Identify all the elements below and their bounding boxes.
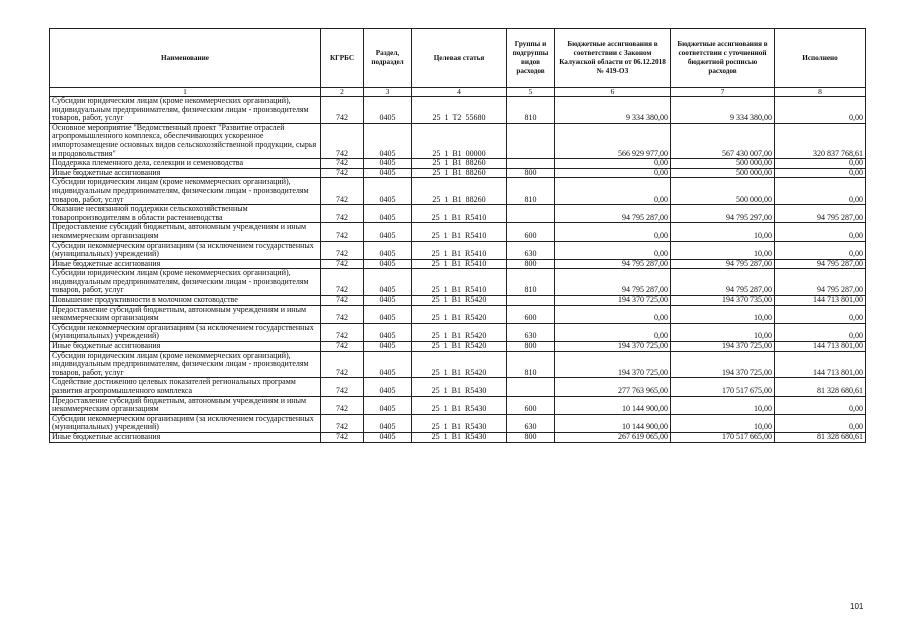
row-section: 0405: [364, 351, 412, 378]
row-executed-amount: 81 328 680,61: [775, 432, 866, 442]
table-row: [50, 159, 866, 169]
target-code-part: 25: [431, 249, 440, 259]
row-law-amount: 194 370 725,00: [555, 296, 671, 306]
page-number: 101: [850, 602, 864, 611]
target-code-part: 1: [443, 431, 448, 441]
row-law-amount: 0,00: [555, 178, 671, 205]
row-law-amount: 10 144 900,00: [555, 414, 671, 432]
target-code-part: В1: [451, 313, 461, 323]
row-target: [412, 259, 507, 269]
target-code-part: 1: [443, 331, 448, 341]
row-law-amount: 0,00: [555, 323, 671, 341]
row-section: 0405: [364, 323, 412, 341]
row-refined-amount: 10,00: [671, 223, 775, 241]
header-name: Наименование: [50, 29, 321, 88]
row-refined-amount: 9 334 380,00: [671, 97, 775, 124]
row-section: 0405: [364, 378, 412, 396]
row-name: Субсидии некоммерческим организациям (за исключением государственных (муниципальных) учреждений): [50, 414, 321, 432]
table-row: [50, 205, 866, 223]
row-executed-amount: 144 713 801,00: [775, 296, 866, 306]
row-kgrbs: 742: [321, 205, 364, 223]
row-section: 0405: [364, 342, 412, 352]
row-kgrbs: 742: [321, 296, 364, 306]
row-law-amount: 0,00: [555, 159, 671, 169]
row-group: [507, 378, 555, 396]
target-code-part: 1: [443, 258, 448, 268]
row-group: [507, 159, 555, 169]
table-body: [50, 97, 866, 443]
row-group: 630: [507, 414, 555, 432]
header-executed: Исполнено: [775, 29, 866, 88]
target-code-part: 1: [443, 295, 448, 305]
row-law-amount: 0,00: [555, 223, 671, 241]
target-code-part: 88260: [465, 167, 486, 177]
row-executed-amount: 0,00: [775, 159, 866, 169]
row-name: Иные бюджетные ассигнования: [50, 342, 321, 352]
row-executed-amount: 94 795 287,00: [775, 269, 866, 296]
header-section: Раздел, подраздел: [364, 29, 412, 88]
row-name: Основное мероприятие "Ведомственный проект "Развитие отраслей агропромышленного комплекса, обеспечивающих ускоренное импортозамещение основных видов сельскохозяйственной продукции, сырья и продовольствия": [50, 123, 321, 158]
target-code-part: 25: [432, 158, 441, 168]
row-name: Иные бюджетные ассигнования: [50, 259, 321, 269]
row-target: [412, 296, 507, 306]
target-code-part: В1: [451, 212, 461, 222]
budget-table: [49, 28, 866, 443]
header-row: [50, 29, 866, 88]
row-refined-amount: 500 000,00: [671, 168, 775, 178]
row-refined-amount: 10,00: [671, 323, 775, 341]
column-number: 1: [50, 88, 321, 97]
row-kgrbs: 742: [321, 305, 364, 323]
row-name: Субсидии юридическим лицам (кроме некоммерческих организаций), индивидуальным предпринимателям, физическим лицам - производителям товаров, работ, услуг: [50, 97, 321, 124]
row-law-amount: 267 619 065,00: [555, 432, 671, 442]
row-refined-amount: 94 795 287,00: [671, 259, 775, 269]
row-name: Поддержка племенного дела, селекции и семеноводства: [50, 159, 321, 169]
target-code-part: 1: [443, 422, 448, 432]
row-executed-amount: 0,00: [775, 168, 866, 178]
row-refined-amount: 500 000,00: [671, 178, 775, 205]
table-row: [50, 323, 866, 341]
row-name: Иные бюджетные ассигнования: [50, 168, 321, 178]
table-row: [50, 305, 866, 323]
row-kgrbs: 742: [321, 223, 364, 241]
row-section: 0405: [364, 414, 412, 432]
row-executed-amount: 94 795 287,00: [775, 259, 866, 269]
row-group: 810: [507, 269, 555, 296]
row-law-amount: 0,00: [555, 168, 671, 178]
row-name: Предоставление субсидий бюджетным, автономным учреждениям и иным некоммерческим организациям: [50, 305, 321, 323]
target-code-part: 25: [432, 148, 441, 158]
row-target: [412, 123, 507, 158]
row-group: 800: [507, 168, 555, 178]
row-executed-amount: 0,00: [775, 241, 866, 259]
target-code-part: 25: [431, 341, 440, 351]
row-section: 0405: [364, 432, 412, 442]
target-code-part: R5420: [465, 295, 487, 305]
row-refined-amount: 10,00: [671, 305, 775, 323]
row-group: 800: [507, 259, 555, 269]
row-group: 810: [507, 351, 555, 378]
row-section: 0405: [364, 241, 412, 259]
header-target: Целевая статья: [412, 29, 507, 88]
target-code-part: R5430: [465, 404, 487, 414]
row-executed-amount: 0,00: [775, 305, 866, 323]
column-number: 8: [775, 88, 866, 97]
row-target: [412, 414, 507, 432]
target-code-part: 1: [443, 230, 448, 240]
row-section: 0405: [364, 223, 412, 241]
target-code-part: 25: [431, 422, 440, 432]
row-name: Субсидии некоммерческим организациям (за исключением государственных (муниципальных) учреждений): [50, 323, 321, 341]
row-target: [412, 342, 507, 352]
target-code-part: В1: [451, 341, 461, 351]
target-code-part: 25: [431, 431, 440, 441]
target-code-part: 1: [443, 212, 448, 222]
header-law: Бюджетные ассигнования в соответствии с Законом Калужской области от 06.12.2018 № 419-ОЗ: [555, 29, 671, 88]
row-kgrbs: 742: [321, 123, 364, 158]
row-kgrbs: 742: [321, 342, 364, 352]
row-kgrbs: 742: [321, 351, 364, 378]
row-refined-amount: 170 517 665,00: [671, 432, 775, 442]
row-section: 0405: [364, 178, 412, 205]
row-kgrbs: 742: [321, 178, 364, 205]
row-group: [507, 296, 555, 306]
row-group: 600: [507, 223, 555, 241]
row-group: [507, 205, 555, 223]
table-row: [50, 97, 866, 124]
row-refined-amount: 194 370 725,00: [671, 342, 775, 352]
row-group: 630: [507, 323, 555, 341]
table-row: [50, 123, 866, 158]
row-refined-amount: 194 370 725,00: [671, 351, 775, 378]
target-code-part: R5430: [465, 386, 487, 395]
target-code-part: 25: [431, 285, 440, 295]
row-executed-amount: 94 795 287,00: [775, 205, 866, 223]
row-section: 0405: [364, 296, 412, 306]
row-name: Субсидии юридическим лицам (кроме некоммерческих организаций), индивидуальным предпринимателям, физическим лицам - производителям товаров, работ, услуг: [50, 178, 321, 205]
row-section: 0405: [364, 396, 412, 414]
row-group: 630: [507, 241, 555, 259]
target-code-part: R5430: [465, 422, 487, 432]
table-row: [50, 269, 866, 296]
column-number: 7: [671, 88, 775, 97]
column-number: 5: [507, 88, 555, 97]
row-section: 0405: [364, 168, 412, 178]
target-code-part: 1: [444, 158, 449, 168]
row-group: 810: [507, 97, 555, 124]
row-executed-amount: 0,00: [775, 178, 866, 205]
target-code-part: R5420: [465, 331, 487, 341]
row-executed-amount: 320 837 768,61: [775, 123, 866, 158]
row-target: [412, 97, 507, 124]
row-group: 600: [507, 396, 555, 414]
row-kgrbs: 742: [321, 259, 364, 269]
column-number: 4: [412, 88, 507, 97]
target-code-part: 25: [431, 212, 440, 222]
row-law-amount: 194 370 725,00: [555, 342, 671, 352]
row-group: [507, 123, 555, 158]
table-row: [50, 178, 866, 205]
target-code-part: В1: [452, 194, 462, 204]
row-refined-amount: 170 517 675,00: [671, 378, 775, 396]
target-code-part: 25: [431, 331, 440, 341]
row-law-amount: 9 334 380,00: [555, 97, 671, 124]
table-row: [50, 378, 866, 396]
target-code-part: 25: [431, 313, 440, 323]
target-code-part: 25: [431, 404, 440, 414]
row-law-amount: 0,00: [555, 241, 671, 259]
row-section: 0405: [364, 97, 412, 124]
table-row: [50, 342, 866, 352]
row-refined-amount: 10,00: [671, 396, 775, 414]
target-code-part: В1: [451, 331, 461, 341]
row-kgrbs: 742: [321, 414, 364, 432]
row-kgrbs: 742: [321, 168, 364, 178]
row-section: 0405: [364, 159, 412, 169]
row-section: 0405: [364, 123, 412, 158]
row-law-amount: 94 795 287,00: [555, 259, 671, 269]
row-refined-amount: 94 795 297,00: [671, 205, 775, 223]
target-code-part: В1: [452, 167, 462, 177]
row-kgrbs: 742: [321, 396, 364, 414]
column-number: 2: [321, 88, 364, 97]
row-kgrbs: 742: [321, 432, 364, 442]
row-name: Оказание несвязанной поддержки сельскохозяйственным товаропроизводителям в области растениеводства: [50, 205, 321, 223]
row-kgrbs: 742: [321, 378, 364, 396]
row-executed-amount: 144 713 801,00: [775, 351, 866, 378]
target-code-part: R5420: [465, 313, 487, 323]
target-code-part: В1: [451, 285, 461, 295]
target-code-part: 1: [443, 313, 448, 323]
target-code-part: 1: [444, 167, 449, 177]
row-group: 600: [507, 305, 555, 323]
target-code-part: В1: [451, 404, 461, 414]
target-code-part: 25: [432, 194, 441, 204]
row-kgrbs: 742: [321, 159, 364, 169]
target-code-part: R5410: [465, 230, 487, 240]
row-target: [412, 205, 507, 223]
row-executed-amount: 0,00: [775, 414, 866, 432]
row-executed-amount: 144 713 801,00: [775, 342, 866, 352]
row-target: [412, 351, 507, 378]
table-row: [50, 396, 866, 414]
row-executed-amount: 0,00: [775, 223, 866, 241]
target-code-part: 25: [432, 113, 441, 123]
row-refined-amount: 194 370 735,00: [671, 296, 775, 306]
target-code-part: 25: [432, 167, 441, 177]
header-refined: Бюджетные ассигнования в соответствии с уточненной бюджетной росписью расходов: [671, 29, 775, 88]
row-group: 800: [507, 342, 555, 352]
row-target: [412, 168, 507, 178]
row-group: 800: [507, 432, 555, 442]
row-target: [412, 323, 507, 341]
row-section: 0405: [364, 259, 412, 269]
row-law-amount: 10 144 900,00: [555, 396, 671, 414]
target-code-part: 1: [443, 367, 448, 377]
row-law-amount: 566 929 977,00: [555, 123, 671, 158]
target-code-part: В1: [451, 431, 461, 441]
row-executed-amount: 0,00: [775, 396, 866, 414]
target-code-part: 25: [431, 295, 440, 305]
target-code-part: В1: [451, 230, 461, 240]
row-executed-amount: 0,00: [775, 323, 866, 341]
target-code-part: R5410: [465, 285, 487, 295]
target-code-part: 1: [443, 249, 448, 259]
row-kgrbs: 742: [321, 269, 364, 296]
row-law-amount: 277 763 965,00: [555, 378, 671, 396]
target-code-part: 25: [431, 230, 440, 240]
target-code-part: 25: [431, 386, 440, 395]
row-target: [412, 378, 507, 396]
row-refined-amount: 10,00: [671, 414, 775, 432]
target-code-part: 1: [443, 404, 448, 414]
row-target: [412, 269, 507, 296]
target-code-part: R5420: [465, 341, 487, 351]
row-name: Субсидии некоммерческим организациям (за исключением государственных (муниципальных) учреждений): [50, 241, 321, 259]
target-code-part: R5420: [465, 367, 487, 377]
target-code-part: R5410: [465, 258, 487, 268]
target-code-part: 1: [443, 285, 448, 295]
target-code-part: В1: [451, 258, 461, 268]
row-refined-amount: 94 795 287,00: [671, 269, 775, 296]
row-law-amount: 94 795 287,00: [555, 205, 671, 223]
row-name: Предоставление субсидий бюджетным, автономным учреждениям и иным некоммерческим организациям: [50, 396, 321, 414]
row-law-amount: 94 795 287,00: [555, 269, 671, 296]
target-code-part: 00000: [465, 148, 486, 158]
row-name: Иные бюджетные ассигнования: [50, 432, 321, 442]
row-law-amount: 0,00: [555, 305, 671, 323]
target-code-part: 1: [444, 194, 449, 204]
table-row: [50, 296, 866, 306]
target-code-part: 1: [444, 113, 449, 123]
row-section: 0405: [364, 205, 412, 223]
row-name: Повышение продуктивности в молочном скотоводстве: [50, 296, 321, 306]
row-kgrbs: 742: [321, 323, 364, 341]
target-code-part: В1: [452, 158, 462, 168]
target-code-part: 25: [431, 367, 440, 377]
table-row: [50, 241, 866, 259]
row-target: [412, 241, 507, 259]
table-row: [50, 351, 866, 378]
row-target: [412, 432, 507, 442]
target-code-part: R5410: [465, 249, 487, 259]
header-kgrbs: КГРБС: [321, 29, 364, 88]
row-section: 0405: [364, 305, 412, 323]
row-section: 0405: [364, 269, 412, 296]
row-target: [412, 178, 507, 205]
target-code-part: В1: [451, 249, 461, 259]
table-row: [50, 223, 866, 241]
row-kgrbs: 742: [321, 241, 364, 259]
target-code-part: В1: [451, 422, 461, 432]
row-group: 810: [507, 178, 555, 205]
row-target: [412, 159, 507, 169]
target-code-part: 1: [443, 341, 448, 351]
row-refined-amount: 10,00: [671, 241, 775, 259]
target-code-part: 1: [444, 148, 449, 158]
row-name: Субсидии юридическим лицам (кроме некоммерческих организаций), индивидуальным предпринимателям, физическим лицам - производителям товаров, работ, услуг: [50, 269, 321, 296]
target-code-part: 88260: [465, 158, 486, 168]
target-code-part: Т2: [452, 113, 462, 123]
target-code-part: В1: [451, 295, 461, 305]
row-name: Субсидии юридическим лицам (кроме некоммерческих организаций), индивидуальным предпринимателям, физическим лицам - производителям товаров, работ, услуг: [50, 351, 321, 378]
target-code-part: R5410: [465, 212, 487, 222]
column-number: 3: [364, 88, 412, 97]
row-target: [412, 223, 507, 241]
target-code-part: 88260: [465, 194, 486, 204]
row-executed-amount: 81 328 680,61: [775, 378, 866, 396]
row-target: [412, 305, 507, 323]
target-code-part: 55680: [465, 113, 486, 123]
target-code-part: 25: [431, 258, 440, 268]
target-code-part: R5430: [465, 431, 487, 441]
target-code-part: В1: [451, 367, 461, 377]
target-code-part: В1: [451, 386, 461, 395]
row-kgrbs: 742: [321, 97, 364, 124]
target-code-part: В1: [452, 148, 462, 158]
row-executed-amount: 0,00: [775, 97, 866, 124]
column-number: 6: [555, 88, 671, 97]
row-target: [412, 396, 507, 414]
row-name: Содействие достижению целевых показателей региональных программ развития агропромышленного комплекса: [50, 378, 321, 396]
row-refined-amount: 567 430 007,00: [671, 123, 775, 158]
row-refined-amount: 500 000,00: [671, 159, 775, 169]
row-name: Предоставление субсидий бюджетным, автономным учреждениям и иным некоммерческим организациям: [50, 223, 321, 241]
row-law-amount: 194 370 725,00: [555, 351, 671, 378]
table-row: [50, 414, 866, 432]
table-row: [50, 432, 866, 442]
target-code-part: 1: [443, 386, 448, 395]
header-groups: Группы и подгруппы видов расходов: [507, 29, 555, 88]
